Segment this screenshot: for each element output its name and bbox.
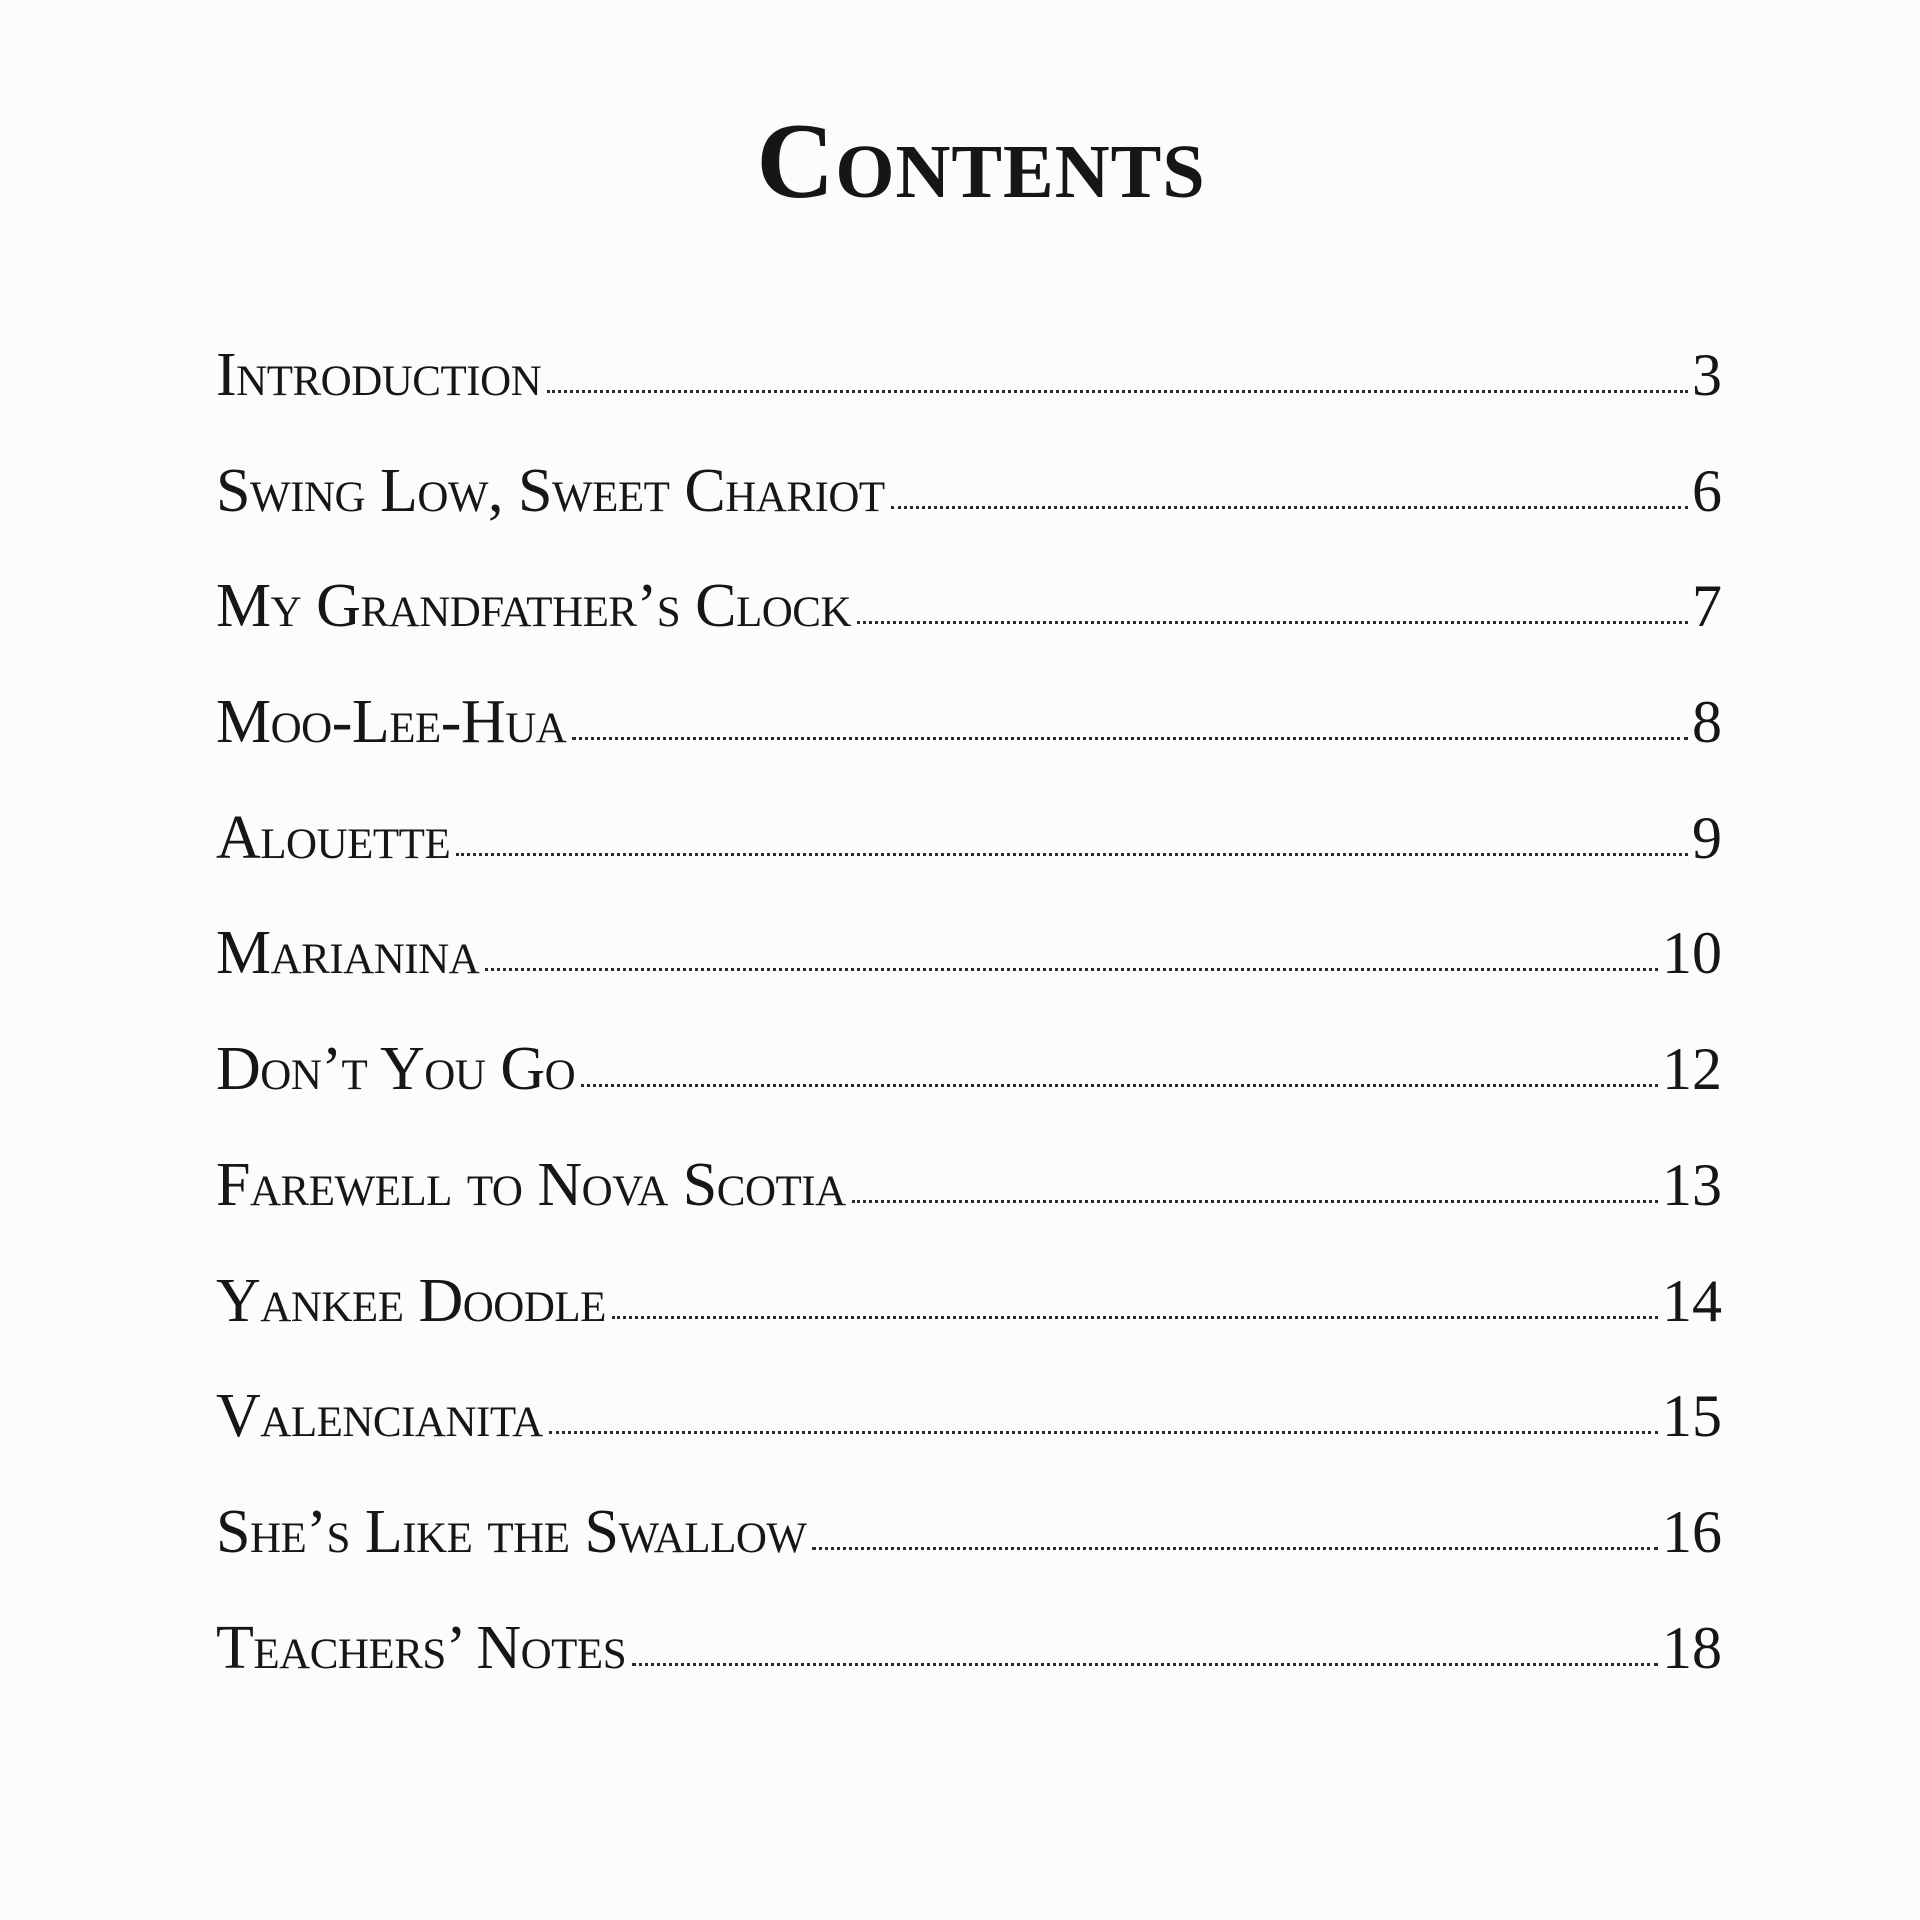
toc-entry-title: Moo-Lee-Hua	[216, 688, 567, 757]
toc-entry-title: Valencianita	[216, 1382, 543, 1451]
toc-entry-page-number: 18	[1662, 1614, 1722, 1681]
dot-leader	[549, 1431, 1658, 1434]
toc-entry-swing-low-sweet-chariot	[216, 456, 1722, 576]
toc-entry-title: Farewell to Nova Scotia	[216, 1150, 846, 1219]
toc-entry-valencianita	[216, 1382, 1722, 1501]
dot-leader	[852, 1200, 1658, 1203]
toc-entry-alouette	[216, 803, 1722, 923]
dot-leader	[485, 968, 1658, 971]
toc-entry-title: Teachers’ Notes	[216, 1613, 627, 1682]
table-of-contents	[216, 341, 1722, 1732]
page-title: Contents	[756, 102, 1206, 221]
toc-entry-moo-lee-hua	[216, 688, 1722, 807]
toc-entry-page-number: 6	[1692, 457, 1722, 524]
toc-entry-title: Swing Low, Sweet Chariot	[216, 456, 885, 525]
toc-entry-title: Marianina	[216, 919, 480, 988]
dot-leader	[857, 621, 1688, 624]
toc-entry-page-number: 16	[1662, 1498, 1722, 1565]
toc-entry-teachers-notes	[216, 1613, 1722, 1733]
toc-entry-page-number: 7	[1692, 573, 1722, 640]
toc-entry-my-grandfathers-clock	[216, 572, 1722, 691]
toc-entry-page-number: 13	[1662, 1151, 1722, 1218]
toc-entry-title: Alouette	[216, 803, 451, 872]
toc-entry-farewell-to-nova-scotia	[216, 1150, 1722, 1270]
dot-leader	[632, 1663, 1658, 1666]
toc-entry-shes-like-the-swallow	[216, 1497, 1722, 1617]
toc-entry-dont-you-go	[216, 1035, 1722, 1154]
toc-entry-title: She’s Like the Swallow	[216, 1497, 807, 1566]
toc-entry-page-number: 8	[1692, 689, 1722, 756]
toc-entry-title: Don’t You Go	[216, 1035, 576, 1104]
toc-entry-introduction	[216, 341, 1722, 460]
dot-leader	[612, 1316, 1658, 1319]
toc-entry-page-number: 14	[1662, 1267, 1722, 1334]
dot-leader	[456, 853, 1688, 856]
dot-leader	[812, 1547, 1658, 1550]
toc-entry-title: My Grandfather’s Clock	[216, 572, 852, 641]
toc-entry-yankee-doodle	[216, 1266, 1722, 1386]
dot-leader	[581, 1084, 1658, 1087]
dot-leader	[891, 506, 1688, 509]
dot-leader	[547, 390, 1688, 393]
toc-entry-title: Introduction	[216, 341, 542, 409]
toc-entry-title: Yankee Doodle	[216, 1266, 606, 1335]
toc-entry-page-number: 12	[1662, 1036, 1722, 1103]
toc-entry-page-number: 10	[1662, 920, 1722, 987]
dot-leader	[572, 737, 1688, 740]
toc-entry-page-number: 9	[1692, 804, 1722, 871]
toc-entry-page-number: 3	[1692, 342, 1722, 408]
toc-entry-marianina	[216, 919, 1722, 1038]
toc-entry-page-number: 15	[1662, 1383, 1722, 1450]
